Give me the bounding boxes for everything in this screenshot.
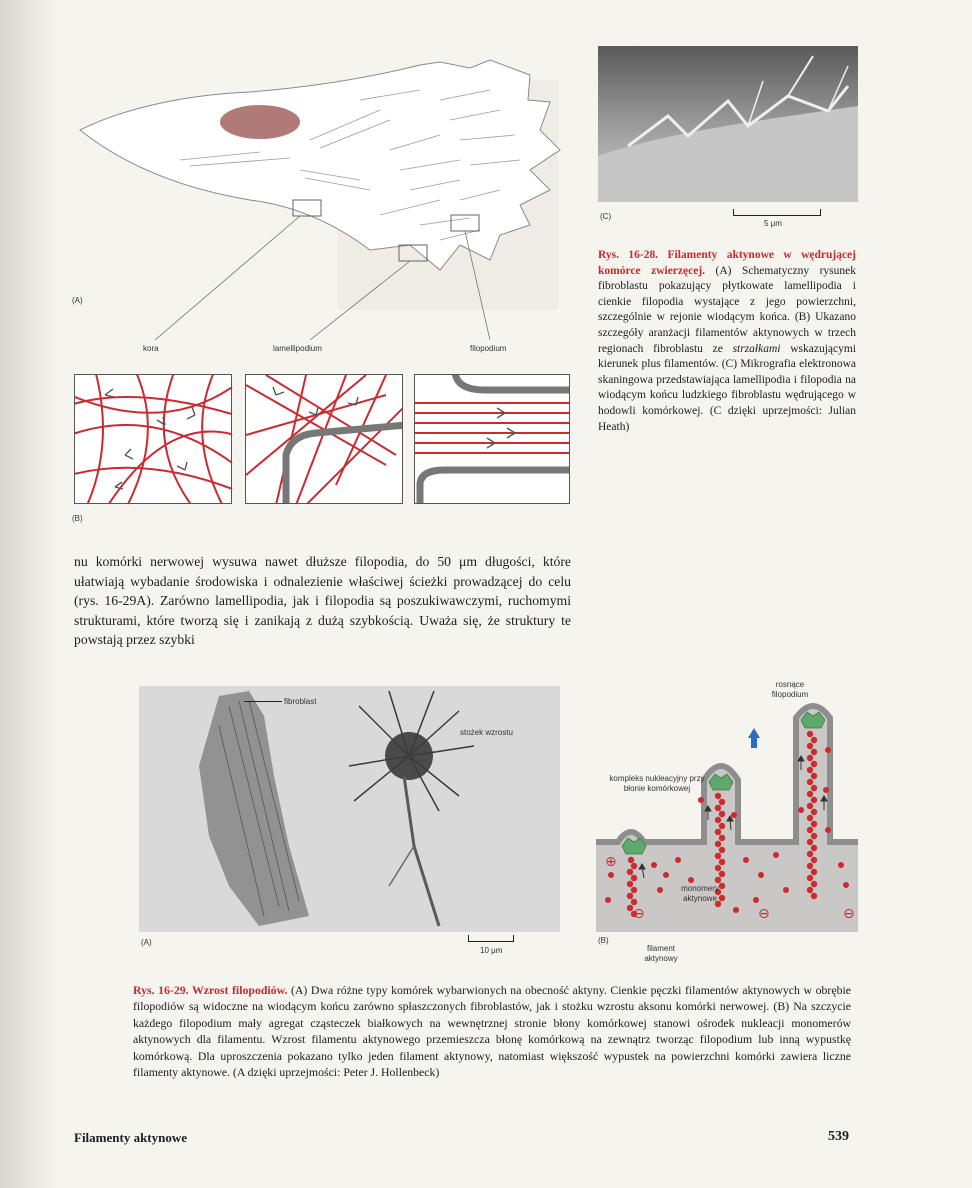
fig28-caption-title: Rys. 16-28. Filamenty aktynowe w wędrującej komórce zwierzęcej. bbox=[598, 249, 856, 277]
label-growing-filopodium: rosnące filopodium bbox=[771, 680, 809, 699]
fig28-caption-body-2: wskazującymi kierunek plus filamentów. (C) Mikrografia elektronowa skaningowa przedstawiająca lamellipodia i filopodia na wiodącym końcu ludzkiego fibroblastu wędrującego w hodowli komórkowej. (C dzięki uprzejmości: Julian Heath) bbox=[598, 342, 856, 433]
label-kora: kora bbox=[143, 344, 159, 353]
fig28-panel-c-label: (C) bbox=[600, 212, 612, 221]
plus-end-sign: ⊕ bbox=[605, 853, 617, 869]
label-fibroblast: fibroblast bbox=[284, 697, 317, 706]
fig28-panel-b-label: (B) bbox=[72, 514, 83, 523]
scale-bar-10um-label: 10 μm bbox=[480, 946, 503, 955]
fig29-panel-b-label: (B) bbox=[598, 936, 609, 945]
fig29-caption bbox=[133, 982, 851, 1080]
scale-bar-5um-label: 5 μm bbox=[764, 219, 782, 228]
running-footer-chapter: Filamenty aktynowe bbox=[74, 1130, 188, 1145]
fig29-caption-body: (A) Dwa różne typy komórek wybarwionych na obecność aktyny. Cienkie pęczki filamentów aktynowych w obrębie filopodiów są widoczne na wiodącym końcu zarówno spłaszczonych fibroblastów, jak i stożku wzrostu aksonu komórki nerwowej. (B) Na szczycie każdego filopodium mały agregat cząsteczek białkowych na wewnętrznej stronie błony komórkowej stanowi ośrodek nukleacji monomerów aktynowych dla filamentu. Wzrost filamentu aktynowego przemieszcza błonę komórkową na zewnątrz tworząc filopodium lub inną wypustkę komórkową. Dla uproszczenia pokazano tylko jeden filament aktynowy, natomiast większość wypustek na powierzchni komórki zawiera liczne filamenty aktynowe. (A dzięki uprzejmości: Peter J. Hollenbeck) bbox=[133, 983, 851, 1080]
label-actin-filament: filament aktynowy bbox=[644, 944, 678, 963]
fibroblast-schematic bbox=[60, 40, 580, 340]
minus-end-sign-3: ⊖ bbox=[843, 905, 855, 921]
label-nucleation-complex: kompleks nukleacyjny przy błonie komórkowej bbox=[609, 774, 705, 793]
sem-micrograph bbox=[598, 46, 858, 202]
lamellipodium-panel bbox=[245, 374, 403, 504]
page-edge-shadow bbox=[0, 0, 58, 1188]
page-number: 539 bbox=[828, 1129, 849, 1144]
filopodium-growth-diagram bbox=[596, 700, 858, 940]
fig28-caption-body-1: (A) Schematyczny rysunek fibroblastu pokazujący płytkowate lamellipodia i cienkie filopodia wystające z jego powierzchni, szczególnie w rejonie wiodącym końca. (B) Ukazano szczegóły aranżacji filamentów aktynowych w trzech regionach fibroblastu ze bbox=[598, 264, 857, 355]
label-lamellipodium: lamellipodium bbox=[273, 344, 322, 353]
actin-stain-micrograph bbox=[139, 686, 560, 932]
label-filopodium: filopodium bbox=[470, 344, 507, 353]
scale-bar-5um bbox=[733, 209, 821, 216]
body-paragraph: nu komórki nerwowej wysuwa nawet dłuższe filopodia, do 50 μm długości, które ułatwiają wybadanie środowiska i odnalezienie właściwej ścieżki prowadzącej do celu (rys. 16-29A). Zarówno lamellipodia, jak i filopodia są poszukiwawczymi, ruchomymi strukturami, które tworzą się i zanikają z dużą szybkością. Uważa się, że struktury te powstają przez szybki bbox=[74, 554, 571, 648]
fibroblast-leader-line bbox=[244, 701, 282, 702]
label-actin-monomers: monomery aktynowe bbox=[681, 884, 719, 903]
fig29-panel-a-label: (A) bbox=[141, 938, 152, 947]
cortex-panel bbox=[74, 374, 232, 504]
label-growth-cone: stożek wzrostu bbox=[460, 728, 513, 737]
minus-end-sign-1: ⊖ bbox=[633, 905, 645, 921]
fig28-panel-a-label: (A) bbox=[72, 296, 83, 305]
fig28-caption bbox=[598, 248, 856, 435]
nucleus bbox=[220, 105, 300, 139]
fig29-caption-title: Rys. 16-29. Wzrost filopodiów. bbox=[133, 983, 288, 997]
fig28-caption-em: strzałkami bbox=[732, 342, 781, 355]
scale-bar-10um bbox=[468, 935, 514, 942]
minus-end-sign-2: ⊖ bbox=[758, 905, 770, 921]
filopodium-panel bbox=[414, 374, 570, 504]
